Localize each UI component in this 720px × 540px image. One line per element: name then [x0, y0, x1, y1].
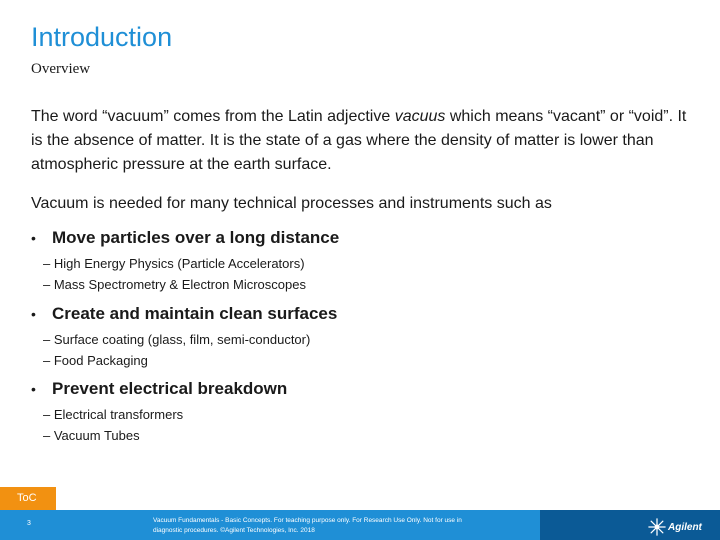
section-heading: [31, 303, 671, 325]
list-item: – Vacuum Tubes: [43, 428, 140, 443]
agilent-spark-icon: [648, 518, 666, 536]
list-item: – Food Packaging: [43, 353, 148, 368]
footer-page-block: [0, 510, 60, 540]
brand-name: Agilent: [668, 521, 702, 533]
intro-text-b: which means “vacant” or “void”. It is the absence of matter. It is the state of a gas where the density of matter is lower than atmospheric pressure at the earth surface.: [31, 108, 687, 173]
bullet-icon: •: [31, 381, 36, 397]
list-item: – Surface coating (glass, film, semi-conductor): [43, 332, 311, 347]
list-item: – Electrical transformers: [43, 407, 184, 422]
section-move-particles: [31, 227, 671, 295]
footer: [0, 510, 720, 540]
page-title: Introduction: [31, 22, 173, 52]
sub-list: [43, 329, 671, 371]
section-heading-text: Move particles over a long distance: [52, 228, 340, 247]
section-heading-text: Prevent electrical breakdown: [52, 379, 288, 398]
bullet-icon: •: [31, 230, 36, 246]
footer-disclaimer: Vacuum Fundamentals - Basic Concepts. For teaching purpose only. For Research Use Only. Not for use in diagnostic procedures. ©Agilent Technologies, Inc. 2018: [153, 517, 462, 534]
brand-logo: [648, 518, 702, 536]
intro-latin-word: vacuus: [394, 108, 446, 125]
list-item: – High Energy Physics (Particle Accelerators): [43, 256, 305, 271]
needs-paragraph: Vacuum is needed for many technical processes and instruments such as: [31, 195, 552, 212]
bullet-icon: •: [31, 306, 36, 322]
section-heading-text: Create and maintain clean surfaces: [52, 304, 338, 323]
intro-paragraph: [31, 105, 691, 177]
intro-text-a: The word “vacuum” comes from the Latin adjective: [31, 108, 395, 125]
page-subtitle: Overview: [31, 61, 91, 77]
section-heading: [31, 227, 671, 249]
section-clean-surfaces: [31, 303, 671, 371]
sub-list: [43, 253, 671, 295]
page-number: 3: [27, 520, 31, 527]
sub-list: [43, 404, 671, 446]
toc-button[interactable]: ToC: [0, 487, 56, 510]
section-electrical-breakdown: [31, 378, 671, 446]
section-heading: [31, 378, 671, 400]
list-item: – Mass Spectrometry & Electron Microscopes: [43, 277, 306, 292]
